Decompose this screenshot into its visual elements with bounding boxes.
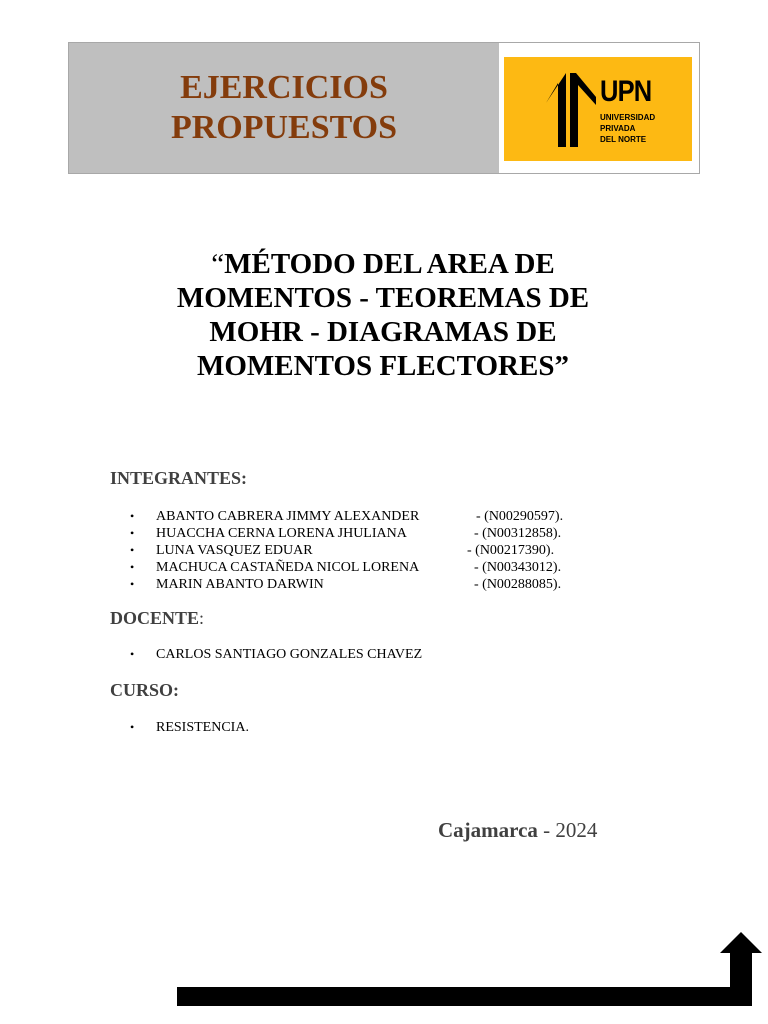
title-line3: MOHR - DIAGRAMAS DE (209, 316, 557, 348)
header-title-line2: PROPUESTOS (170, 109, 398, 146)
title-line4: MOMENTOS FLECTORES” (197, 350, 569, 382)
title-line1: MÉTODO DEL AREA DE (224, 248, 555, 280)
member-code: - (N00312858). (474, 526, 562, 541)
docente-label: DOCENTE (110, 608, 200, 628)
year: 2024 (555, 818, 598, 842)
list-item: • RESISTENCIA. (110, 719, 249, 736)
member-name: MACHUCA CASTAÑEDA NICOL LORENA (156, 560, 420, 575)
logo-sub2: PRIVADA (600, 124, 636, 133)
docente-colon: : (199, 608, 205, 628)
member-code: - (N00343012). (474, 560, 562, 575)
city: Cajamarca (438, 818, 538, 842)
title-line2: MOMENTOS - TEOREMAS DE (176, 282, 590, 314)
member-code: - (N00217390). (467, 543, 555, 558)
member-name: HUACCHA CERNA LORENA JHULIANA (156, 526, 407, 541)
curso-heading: CURSO: (110, 680, 180, 700)
member-name: ABANTO CABRERA JIMMY ALEXANDER (156, 509, 420, 524)
logo-text: UPN (600, 75, 652, 108)
member-name: LUNA VASQUEZ EDUAR (156, 543, 313, 558)
member-name: MARIN ABANTO DARWIN (156, 577, 324, 592)
list-item: • CARLOS SANTIAGO GONZALES CHAVEZ (110, 646, 422, 663)
member-code: - (N00290597). (476, 509, 564, 524)
logo-sub1: UNIVERSIDAD (600, 113, 656, 122)
header-title-line1: EJERCICIOS (180, 69, 388, 106)
open-quote: “ (211, 248, 225, 280)
logo-sub3: DEL NORTE (600, 135, 647, 144)
integrantes-heading: INTEGRANTES: (110, 468, 248, 488)
separator: - (537, 818, 556, 842)
member-code: - (N00288085). (474, 577, 562, 592)
